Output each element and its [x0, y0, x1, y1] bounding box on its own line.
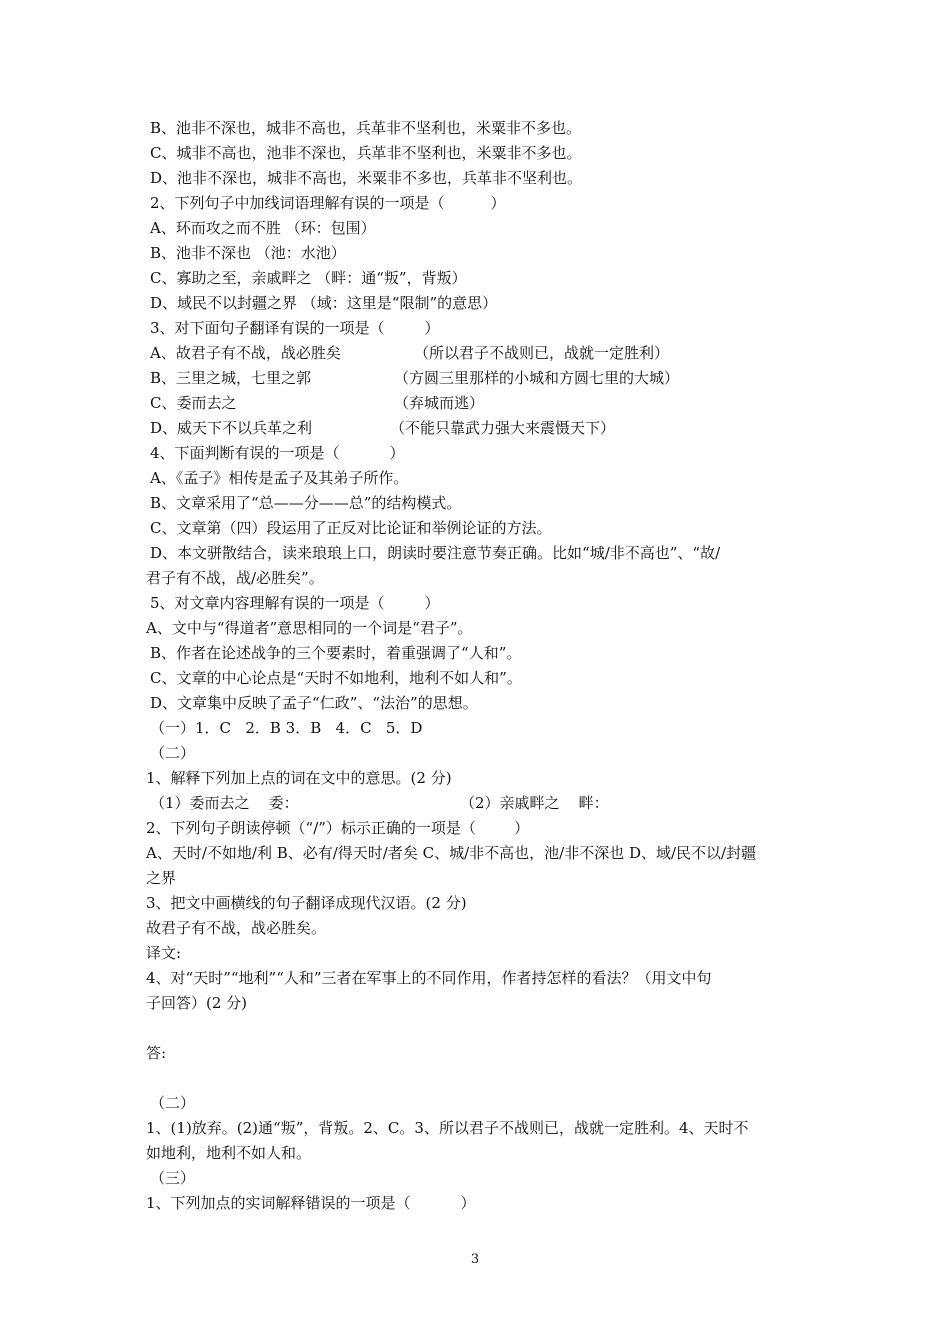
section-2-q2-options-line2: 之界 [146, 869, 177, 887]
q2-stem [150, 193, 822, 213]
q1-option-c: C、城非不高也，池非不深也，兵革非不坚利也，米粟非不多也。 [150, 144, 582, 162]
section-3-q1-stem [146, 1193, 818, 1213]
q3-option-a [150, 343, 822, 363]
answers-section-1: （一）1．C 2．B 3．B 4．C 5．D [150, 719, 423, 737]
answers-section-2-line1: 1、(1)放弃。(2)通“叛”，背叛。2、C。3、所以君子不战则已，战就一定胜利。4、天时不 [146, 1119, 749, 1137]
section-2-q3: 3、把文中画横线的句子翻译成现代汉语。(2 分) [146, 894, 467, 912]
q4-option-d-line1: D、本文骈散结合，读来琅琅上口，朗读时要注意节奏正确。比如“城/非不高也”、“故/ [150, 544, 721, 562]
section-2-answer-label: 答: [146, 1044, 167, 1062]
q5-stem-text: 5、对文章内容理解有误的一项是（ [150, 594, 385, 612]
q5-option-b: B、作者在论述战争的三个要素时，着重强调了“人和”。 [150, 644, 522, 662]
q3-option-a-text: A、故君子有不战，战必胜矣 [150, 344, 341, 362]
q4-stem-text: 4、下面判断有误的一项是（ [150, 444, 340, 462]
q3-option-b [150, 368, 822, 388]
q1-option-b: B、池非不深也，城非不高也，兵革非不坚利也，米粟非不多也。 [150, 119, 582, 137]
q2-option-c: C、寡助之至，亲戚畔之 （畔：通“叛”，背叛） [150, 269, 467, 287]
section-3-q1-stem-text: 1、下列加点的实词解释错误的一项是（ [146, 1194, 411, 1212]
q4-stem-close: ） [389, 444, 405, 462]
q3-option-d [150, 418, 822, 438]
q3-option-b-translation: （方圆三里那样的小城和方圆七里的大城） [394, 369, 680, 387]
q3-option-c-translation: （弃城而逃） [394, 394, 485, 412]
q4-stem [150, 443, 822, 463]
section-2-q1-item1: （1）委而去之 委： [150, 794, 299, 812]
q4-option-d-line2: 君子有不战，战/必胜矣”。 [146, 569, 324, 587]
q3-option-a-translation: （所以君子不战则已，战就一定胜利） [414, 344, 670, 362]
section-3-heading: （三） [150, 1169, 196, 1187]
q5-stem [150, 593, 822, 613]
q2-stem-close: ） [490, 194, 506, 212]
section-2-q4-line1: 4、对“天时”“地利”“人和”三者在军事上的不同作用，作者持怎样的看法？（用文中句 [146, 969, 712, 987]
q5-option-c: C、文章的中心论点是“天时不如地利，地利不如人和”。 [150, 669, 522, 687]
q5-option-a: A、文中与“得道者”意思相同的一个词是“君子”。 [146, 619, 473, 637]
answers-section-2-line2: 如地利，地利不如人和。 [146, 1144, 312, 1162]
q1-option-d: D、池非不深也，城非不高也，米粟非不多也，兵革非不坚利也。 [150, 169, 583, 187]
q5-stem-close: ） [424, 594, 440, 612]
q4-option-a: A、《孟子》相传是孟子及其弟子所作。 [150, 469, 409, 487]
section-2-q1-item2: （2）亲戚畔之 畔： [460, 794, 609, 812]
q2-option-a: A、环而攻之而不胜 （环：包围） [150, 219, 376, 237]
section-2-q1-items [150, 793, 822, 813]
section-3-q1-stem-close: ） [460, 1194, 476, 1212]
q5-option-d: D、文章集中反映了孟子“仁政”、“法治”的思想。 [150, 694, 478, 712]
q2-option-b: B、池非不深也 （池：水池） [150, 244, 346, 262]
q3-option-c-text: C、委而去之 [150, 394, 237, 412]
q4-option-c: C、文章第（四）段运用了正反对比论证和举例论证的方法。 [150, 519, 552, 537]
section-2-q3-sentence: 故君子有不战，战必胜矣。 [146, 919, 327, 937]
q3-stem [150, 318, 822, 338]
q3-option-d-text: D、威天下不以兵革之利 [150, 419, 313, 437]
q4-option-b: B、文章采用了“总——分——总”的结构模式。 [150, 494, 462, 512]
page-number: 3 [470, 1252, 480, 1267]
section-2-q2-options-line1: A、天时/不如地/利 B、必有/得天时/者矣 C、城/非不高也，池/非不深也 D、域/民不以/封疆 [146, 844, 757, 862]
section-2-q4-line2: 子回答）(2 分) [146, 994, 248, 1012]
q2-stem-text: 2、下列句子中加线词语理解有误的一项是（ [150, 194, 445, 212]
section-2-q2: 2、下列句子朗读停顿（“/”）标示正确的一项是（ ） [146, 819, 530, 837]
q3-option-c [150, 393, 822, 413]
q3-stem-close: ） [424, 319, 440, 337]
q2-option-d: D、域民不以封疆之界 （域：这里是“限制”的意思） [150, 294, 498, 312]
answers-section-2-heading: （二） [150, 1094, 196, 1112]
section-2-q3-translation-label: 译文: [146, 944, 182, 962]
section-2-heading: （二） [150, 744, 196, 762]
q3-option-b-text: B、三里之城，七里之郭 [150, 369, 312, 387]
q3-stem-text: 3、对下面句子翻译有误的一项是（ [150, 319, 385, 337]
section-2-q1: 1、解释下列加上点的词在文中的意思。(2 分) [146, 769, 452, 787]
q3-option-d-translation: （不能只靠武力强大来震慑天下） [390, 419, 616, 437]
